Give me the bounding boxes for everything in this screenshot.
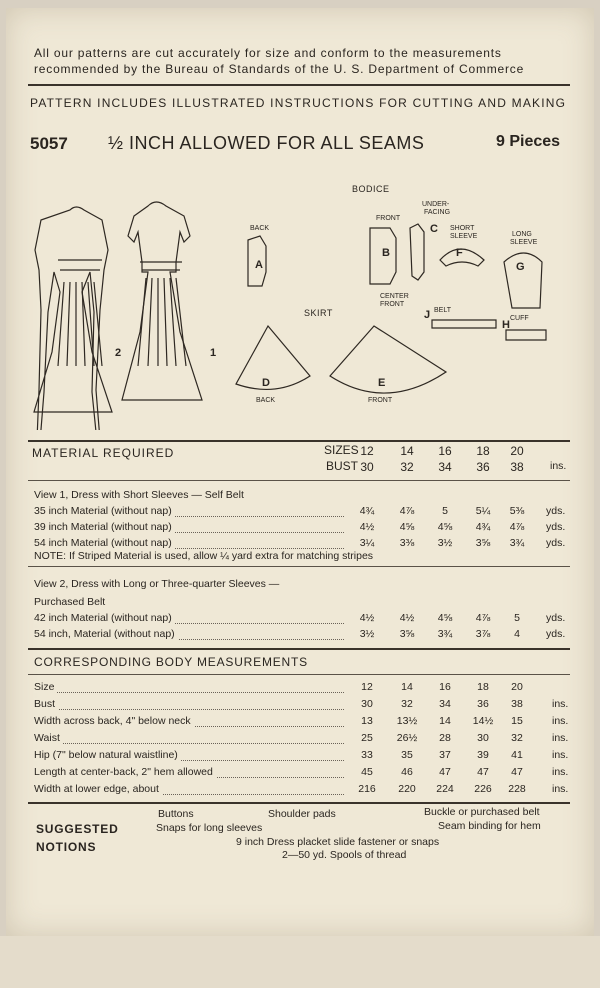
row-label: Width across back, 4" below neck	[34, 715, 194, 727]
value-cell: 3¾	[509, 537, 525, 549]
value-cell: 4⅝	[437, 521, 453, 533]
value-cell: 28	[439, 732, 451, 744]
value-cell: 47	[439, 766, 451, 778]
notion-shoulder-pads: Shoulder pads	[268, 808, 336, 820]
bodice-label: BODICE	[352, 184, 390, 194]
value-cell: 5⅜	[509, 505, 525, 517]
value-cell: 4¾	[359, 505, 375, 517]
value-cell: 25	[361, 732, 373, 744]
divider	[28, 440, 570, 442]
row-label: Hip (7" below natural waistline)	[34, 749, 181, 761]
standards-line-1: All our patterns are cut accurately for size and conform to the measurements	[34, 46, 502, 60]
value-cell: 3¾	[437, 628, 453, 640]
value-cell: 39	[477, 749, 489, 761]
row-label: 42 inch Material (without nap)	[34, 612, 175, 624]
value-cell: 47	[477, 766, 489, 778]
piece-d-letter: D	[262, 377, 270, 389]
row-label: 54 inch, Material (without nap)	[34, 628, 178, 640]
value-cell: 4⅞	[509, 521, 525, 533]
size-cell: 16	[438, 444, 452, 458]
value-cell: 4	[514, 628, 520, 640]
value-cell: 16	[439, 681, 451, 693]
size-cell: 12	[360, 444, 374, 458]
bust-cell: 38	[510, 460, 524, 474]
ins-unit: ins.	[550, 460, 567, 472]
value-cell: 15	[511, 715, 523, 727]
row-label: Width at lower edge, about	[34, 783, 162, 795]
value-cell: 47	[511, 766, 523, 778]
row-label: 54 inch Material (without nap)	[34, 537, 175, 549]
value-cell: 4½	[399, 612, 415, 624]
value-cell: 14½	[472, 715, 494, 727]
value-cell: 216	[358, 783, 376, 795]
striped-note: NOTE: If Striped Material is used, allow ¼ yard extra for matching stripes	[34, 550, 376, 562]
value-cell: 34	[439, 698, 451, 710]
value-cell: 4⅞	[399, 505, 415, 517]
svg-text:FRONT: FRONT	[380, 301, 405, 308]
value-cell: 33	[361, 749, 373, 761]
value-cell: 32	[401, 698, 413, 710]
leader-dots	[38, 709, 344, 710]
unit-label: yds.	[546, 505, 566, 517]
notions-title-1: SUGGESTED	[36, 822, 119, 836]
unit-label: ins.	[552, 766, 569, 778]
leader-dots	[38, 692, 344, 693]
value-cell: 3½	[359, 628, 375, 640]
notion-placket: 9 inch Dress placket slide fastener or snaps	[236, 836, 440, 848]
svg-text:FACING: FACING	[424, 209, 451, 216]
view2-title: View 2, Dress with Long or Three-quarter Sleeves —	[34, 578, 282, 590]
svg-text:BACK: BACK	[256, 397, 276, 404]
divider	[28, 648, 570, 650]
value-cell: 13½	[396, 715, 418, 727]
piece-g-letter: G	[516, 261, 525, 273]
bust-cell: 32	[400, 460, 414, 474]
value-cell: 30	[477, 732, 489, 744]
piece-j	[432, 320, 496, 328]
value-cell: 18	[477, 681, 489, 693]
unit-label: yds.	[546, 537, 566, 549]
value-cell: 5	[442, 505, 448, 517]
value-cell: 37	[439, 749, 451, 761]
piece-j-letter: J	[424, 309, 431, 321]
row-label: Waist	[34, 732, 63, 744]
value-cell: 226	[474, 783, 492, 795]
value-cell: 228	[508, 783, 526, 795]
includes-text: PATTERN INCLUDES ILLUSTRATED INSTRUCTIONS FOR CUTTING AND MAKING	[30, 96, 567, 110]
value-cell: 3⅞	[475, 628, 491, 640]
unit-label: yds.	[546, 521, 566, 533]
piece-d	[236, 326, 310, 389]
notion-buttons: Buttons	[158, 808, 194, 820]
row-label: 35 inch Material (without nap)	[34, 505, 175, 517]
front-label: FRONT	[376, 215, 401, 222]
value-cell: 3⅜	[399, 537, 415, 549]
value-cell: 4⅞	[475, 612, 491, 624]
notion-thread: 2—50 yd. Spools of thread	[282, 849, 407, 861]
value-cell: 35	[401, 749, 413, 761]
row-label: Size	[34, 681, 57, 693]
value-cell: 224	[436, 783, 454, 795]
bust-cell: 30	[360, 460, 374, 474]
bust-cell: 36	[476, 460, 490, 474]
envelope-bottom-edge	[0, 936, 600, 988]
pattern-diagram	[0, 170, 600, 430]
notion-buckle: Buckle or purchased belt	[424, 806, 540, 818]
svg-text:SLEEVE: SLEEVE	[510, 239, 538, 246]
pieces-count: 9 Pieces	[496, 133, 561, 150]
dress-view-1-illustration	[122, 202, 202, 400]
divider	[28, 480, 570, 481]
cuff-label: CUFF	[510, 315, 529, 322]
view1-title: View 1, Dress with Short Sleeves — Self Belt	[34, 489, 247, 501]
value-cell: 220	[398, 783, 416, 795]
unit-label: ins.	[552, 715, 569, 727]
piece-a-letter: A	[255, 259, 263, 271]
row-label: Bust	[34, 698, 58, 710]
value-cell: 14	[401, 681, 413, 693]
size-cell: 18	[476, 444, 490, 458]
piece-c	[410, 224, 424, 280]
value-cell: 3¼	[359, 537, 375, 549]
value-cell: 12	[361, 681, 373, 693]
value-cell: 38	[511, 698, 523, 710]
unit-label: ins.	[552, 783, 569, 795]
divider	[28, 566, 570, 567]
divider	[28, 674, 570, 675]
seam-allowance: ½ INCH ALLOWED FOR ALL SEAMS	[108, 133, 425, 153]
unit-label: yds.	[546, 628, 566, 640]
view-2-number: 2	[115, 347, 122, 359]
value-cell: 3⅝	[475, 537, 491, 549]
value-cell: 4⅝	[437, 612, 453, 624]
value-cell: 4⅝	[399, 521, 415, 533]
notions-title-2: NOTIONS	[36, 840, 97, 854]
value-cell: 14	[439, 715, 451, 727]
row-label: 39 inch Material (without nap)	[34, 521, 175, 533]
piece-e	[330, 326, 446, 393]
svg-text:SLEEVE: SLEEVE	[450, 233, 478, 240]
back-label: BACK	[250, 225, 270, 232]
bust-label: BUST	[326, 459, 359, 473]
svg-text:FRONT: FRONT	[368, 397, 393, 404]
value-cell: 26½	[396, 732, 418, 744]
size-cell: 20	[510, 444, 524, 458]
notion-snaps: Snaps for long sleeves	[156, 822, 263, 834]
value-cell: 30	[361, 698, 373, 710]
standards-line-2: recommended by the Bureau of Standards of the U. S. Department of Commerce	[34, 62, 525, 76]
piece-e-letter: E	[378, 377, 386, 389]
svg-text:SHORT: SHORT	[450, 225, 475, 232]
value-cell: 20	[511, 681, 523, 693]
value-cell: 5	[514, 612, 520, 624]
sizes-label: SIZES	[324, 443, 359, 457]
piece-f-letter: F	[456, 247, 463, 259]
unit-label: ins.	[552, 732, 569, 744]
belt-label: BELT	[434, 307, 451, 314]
piece-c-letter: C	[430, 223, 438, 235]
value-cell: 36	[477, 698, 489, 710]
material-title: MATERIAL REQUIRED	[32, 446, 175, 460]
value-cell: 5¼	[475, 505, 491, 517]
value-cell: 3⅝	[399, 628, 415, 640]
bust-cell: 34	[438, 460, 452, 474]
value-cell: 4½	[359, 612, 375, 624]
body-title: CORRESPONDING BODY MEASUREMENTS	[34, 655, 308, 669]
dress-view-2-illustration	[34, 207, 112, 430]
value-cell: 41	[511, 749, 523, 761]
unit-label: ins.	[552, 749, 569, 761]
leader-dots	[38, 743, 344, 744]
svg-text:LONG: LONG	[512, 231, 532, 238]
value-cell: 4½	[359, 521, 375, 533]
value-cell: 46	[401, 766, 413, 778]
value-cell: 45	[361, 766, 373, 778]
center-front-label: CENTER	[380, 293, 409, 300]
pattern-number: 5057	[30, 134, 68, 153]
size-cell: 14	[400, 444, 414, 458]
value-cell: 3½	[437, 537, 453, 549]
unit-label: ins.	[552, 698, 569, 710]
value-cell: 32	[511, 732, 523, 744]
piece-h	[506, 330, 546, 340]
value-cell: 13	[361, 715, 373, 727]
piece-h-letter: H	[502, 319, 510, 331]
divider	[28, 84, 570, 86]
view2-title-2: Purchased Belt	[34, 596, 108, 608]
svg-text:UNDER-: UNDER-	[422, 201, 450, 208]
unit-label: yds.	[546, 612, 566, 624]
notion-seam-binding: Seam binding for hem	[438, 820, 541, 832]
value-cell: 4¾	[475, 521, 491, 533]
skirt-label: SKIRT	[304, 308, 333, 318]
divider	[28, 802, 570, 804]
view-1-number: 1	[210, 347, 217, 359]
row-label: Length at center-back, 2" hem allowed	[34, 766, 216, 778]
piece-b-letter: B	[382, 247, 390, 259]
